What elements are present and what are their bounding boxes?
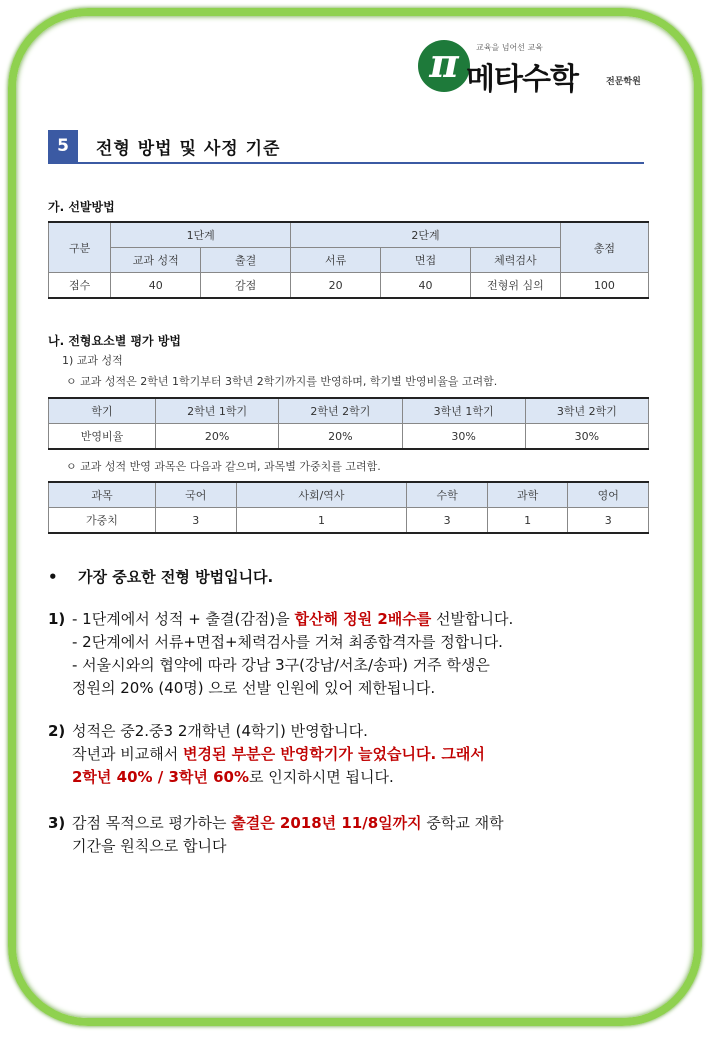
bullet-marker: • xyxy=(48,568,58,586)
highlight-text: 출결은 2018년 11/8일까지 xyxy=(231,814,422,832)
header-col: 3학년 2학기 xyxy=(525,398,648,424)
note2-line2 xyxy=(72,743,672,766)
header-stage2: 2단계 xyxy=(291,222,561,248)
table-cell: 40 xyxy=(381,273,471,299)
text-run: - 1단계에서 성적 + 출결(감점)을 xyxy=(72,610,295,628)
header-col: 국어 xyxy=(156,482,237,508)
table-cell: 30% xyxy=(525,424,648,450)
header-col: 체력검사 xyxy=(470,248,560,273)
note1-line4: 정원의 20% (40명) 으로 선발 인원에 있어 제한됩니다. xyxy=(72,679,436,697)
header-col: 사회/역사 xyxy=(236,482,407,508)
subject-weight-table xyxy=(48,481,649,534)
part-b-sub1: 1) 교과 성적 xyxy=(62,354,123,367)
table-cell: 3 xyxy=(156,508,237,534)
part-b-title: 나. 전형요소별 평가 방법 xyxy=(48,334,182,348)
row-label: 학기 xyxy=(49,398,156,424)
highlight-text: 합산해 정원 2배수를 xyxy=(294,610,432,628)
header-col: 영어 xyxy=(568,482,649,508)
table-cell: 전형위 심의 xyxy=(470,273,560,299)
note2-line1: 성적은 중2.중3 2개학년 (4학기) 반영합니다. xyxy=(72,722,368,740)
header-category: 구분 xyxy=(49,222,111,273)
table-cell: 20 xyxy=(291,273,381,299)
text-run: 로 인지하시면 됩니다. xyxy=(249,768,394,786)
logo-tagline: 교육을 넘어선 교육 xyxy=(476,43,543,52)
text-run: 중학교 재학 xyxy=(421,814,504,832)
logo-name: 메타수학 xyxy=(466,62,578,97)
header-col: 과학 xyxy=(487,482,568,508)
table-cell: 1 xyxy=(487,508,568,534)
table-cell: 40 xyxy=(111,273,201,299)
highlight-text: 변경된 부분은 반영학기가 늘었습니다. 그래서 xyxy=(182,745,485,763)
part-a-title: 가. 선발방법 xyxy=(48,200,115,214)
text-run: 작년과 비교해서 xyxy=(72,745,183,763)
header-col: 3학년 1학기 xyxy=(402,398,525,424)
note2-number: 2) xyxy=(48,722,66,740)
highlight-text: 2학년 40% / 3학년 60% xyxy=(72,768,250,786)
academy-logo xyxy=(418,40,648,100)
pi-logo-icon: π xyxy=(418,40,470,92)
table-cell: 3 xyxy=(407,508,488,534)
note1-number: 1) xyxy=(48,610,66,628)
header-col: 수학 xyxy=(407,482,488,508)
semester-ratio-table xyxy=(48,397,649,450)
header-stage1: 1단계 xyxy=(111,222,291,248)
table-cell: 100 xyxy=(560,273,648,299)
table-cell: 20% xyxy=(156,424,279,450)
table-cell: 3 xyxy=(568,508,649,534)
text-run: 선발합니다. xyxy=(431,610,514,628)
logo-subtitle: 전문학원 xyxy=(606,77,641,87)
table-cell: 감점 xyxy=(201,273,291,299)
notes-headline: 가장 중요한 전형 방법입니다. xyxy=(78,568,274,586)
note1-line1 xyxy=(72,608,672,631)
table-cell: 30% xyxy=(402,424,525,450)
part-b-note1: ㅇ 교과 성적은 2학년 1학기부터 3학년 2학기까지를 반영하며, 학기별 반영비율을 고려함. xyxy=(66,375,498,388)
part-b-note2: ㅇ 교과 성적 반영 과목은 다음과 같으며, 과목별 가중치를 고려함. xyxy=(66,460,381,473)
note3-number: 3) xyxy=(48,814,66,832)
header-col: 출결 xyxy=(201,248,291,273)
selection-method-table xyxy=(48,221,649,299)
header-col: 교과 성적 xyxy=(111,248,201,273)
row-label: 점수 xyxy=(49,273,111,299)
note1-line2: - 2단계에서 서류+면접+체력검사를 거쳐 최종합격자를 정합니다. xyxy=(72,633,503,651)
header-col: 2학년 1학기 xyxy=(156,398,279,424)
note2-line3 xyxy=(72,766,394,789)
note3-line1 xyxy=(72,812,672,835)
row-label: 과목 xyxy=(49,482,156,508)
header-col: 2학년 2학기 xyxy=(279,398,402,424)
header-total: 총점 xyxy=(560,222,648,273)
note1-line3: - 서울시와의 협약에 따라 강남 3구(강남/서초/송파) 거주 학생은 xyxy=(72,656,490,674)
row-label: 가중치 xyxy=(49,508,156,534)
section-title: 전형 방법 및 사정 기준 xyxy=(96,139,281,159)
table-cell: 20% xyxy=(279,424,402,450)
header-col: 서류 xyxy=(291,248,381,273)
section-header xyxy=(48,130,644,164)
header-col: 면접 xyxy=(381,248,471,273)
section-number: 5 xyxy=(48,130,78,162)
table-cell: 1 xyxy=(236,508,407,534)
row-label: 반영비율 xyxy=(49,424,156,450)
text-run: 감점 목적으로 평가하는 xyxy=(72,814,232,832)
note3-line2: 기간을 원칙으로 합니다 xyxy=(72,837,227,855)
